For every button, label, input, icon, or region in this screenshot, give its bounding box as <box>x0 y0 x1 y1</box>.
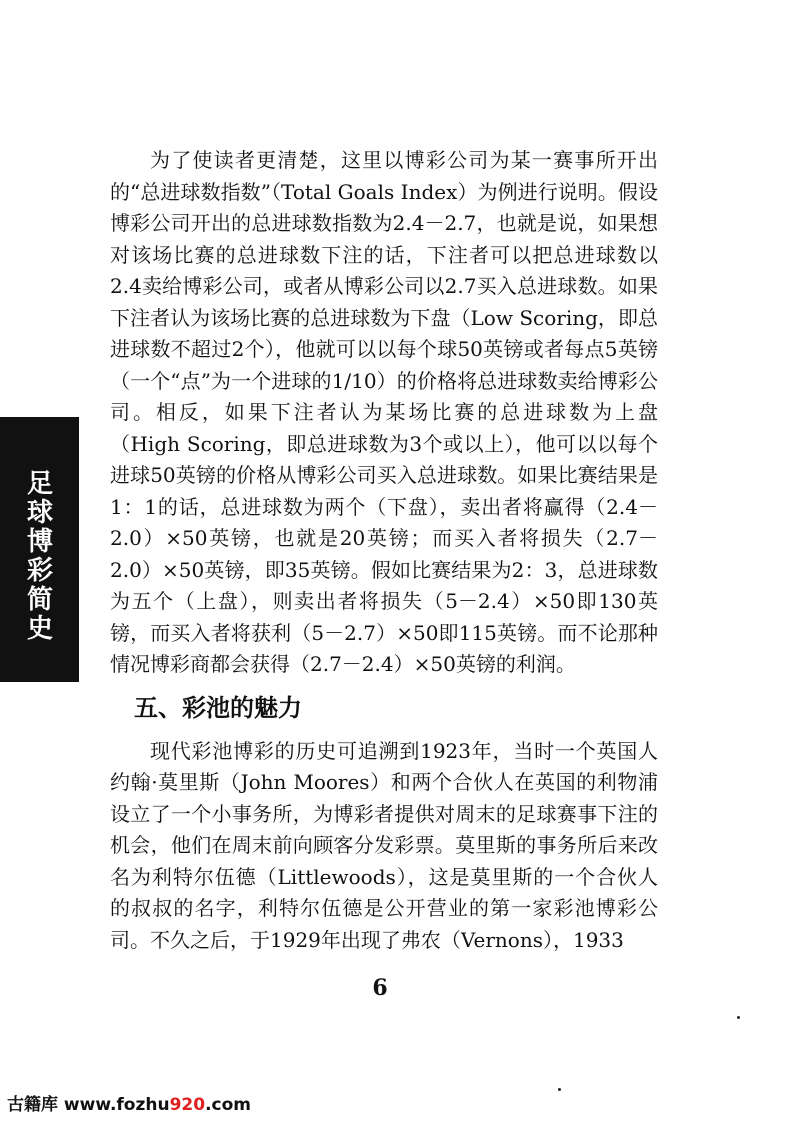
scan-speck <box>737 1016 740 1019</box>
paragraph: 现代彩池博彩的历史可追溯到1923年，当时一个英国人约翰·莫里斯（John Moores）和两个合伙人在英国的利物浦设立了一个小事务所，为博彩者提供对周末的足球赛事下注的机会，他们在周末前向顾客分发彩票。莫里斯的事务所后来改名为利特尔伍德（Littlewoods），这是莫里斯的一个合伙人的叔叔的名字，利特尔伍德是公开营业的第一家彩池博彩公司。不久之后，于1929年出现了弗农（Vernons），1933 <box>110 738 658 952</box>
watermark-prefix: 古籍库 www.fozhu <box>7 1095 170 1115</box>
page-body <box>110 145 658 956</box>
scan-speck <box>558 1088 561 1091</box>
paragraph: 为了使读者更清楚，这里以博彩公司为某一赛事所开出的“总进球数指数”（Total Goals Index）为例进行说明。假设博彩公司开出的总进球数指数为2.4－2.7，也就是说，如果想对该场比赛的总进球数下注的话，下注者可以把总进球数以2.4卖给博彩公司，或者从博彩公司以2.7买入总进球数。如果下注者认为该场比赛的总进球数为下盘（Low Scoring，即总进球数不超过2个），他就可以以每个球50英镑或者每点5英镑（一个“点”为一个进球的1/10）的价格将总进球数卖给博彩公司。相反，如果下注者认为某场比赛的总进球数为上盘（High Scoring，即总进球数为3个或以上），他可以以每个进球50英镑的价格从博彩公司买入总进球数。如果比赛结果是1：1的话，总进球数为两个（下盘），卖出者将赢得（2.4－2.0）×50英镑，也就是20英镑；而买入者将损失（2.7－2.0）×50英镑，即35英镑。假如比赛结果为2：3，总进球数为五个（上盘），则卖出者将损失（5－2.4）×50即130英镑，而买入者将获利（5－2.7）×50即115英镑。而不论那种情况博彩商都会获得（2.7－2.4）×50英镑的利润。 <box>110 148 658 676</box>
watermark-suffix: .com <box>205 1095 252 1115</box>
book-title-vertical: 足球博彩简史 <box>26 469 53 644</box>
watermark <box>7 1090 251 1115</box>
watermark-digits: 920 <box>169 1095 206 1115</box>
page-number: 6 <box>372 975 388 1001</box>
section-heading: 五、彩池的魅力 <box>134 693 302 722</box>
